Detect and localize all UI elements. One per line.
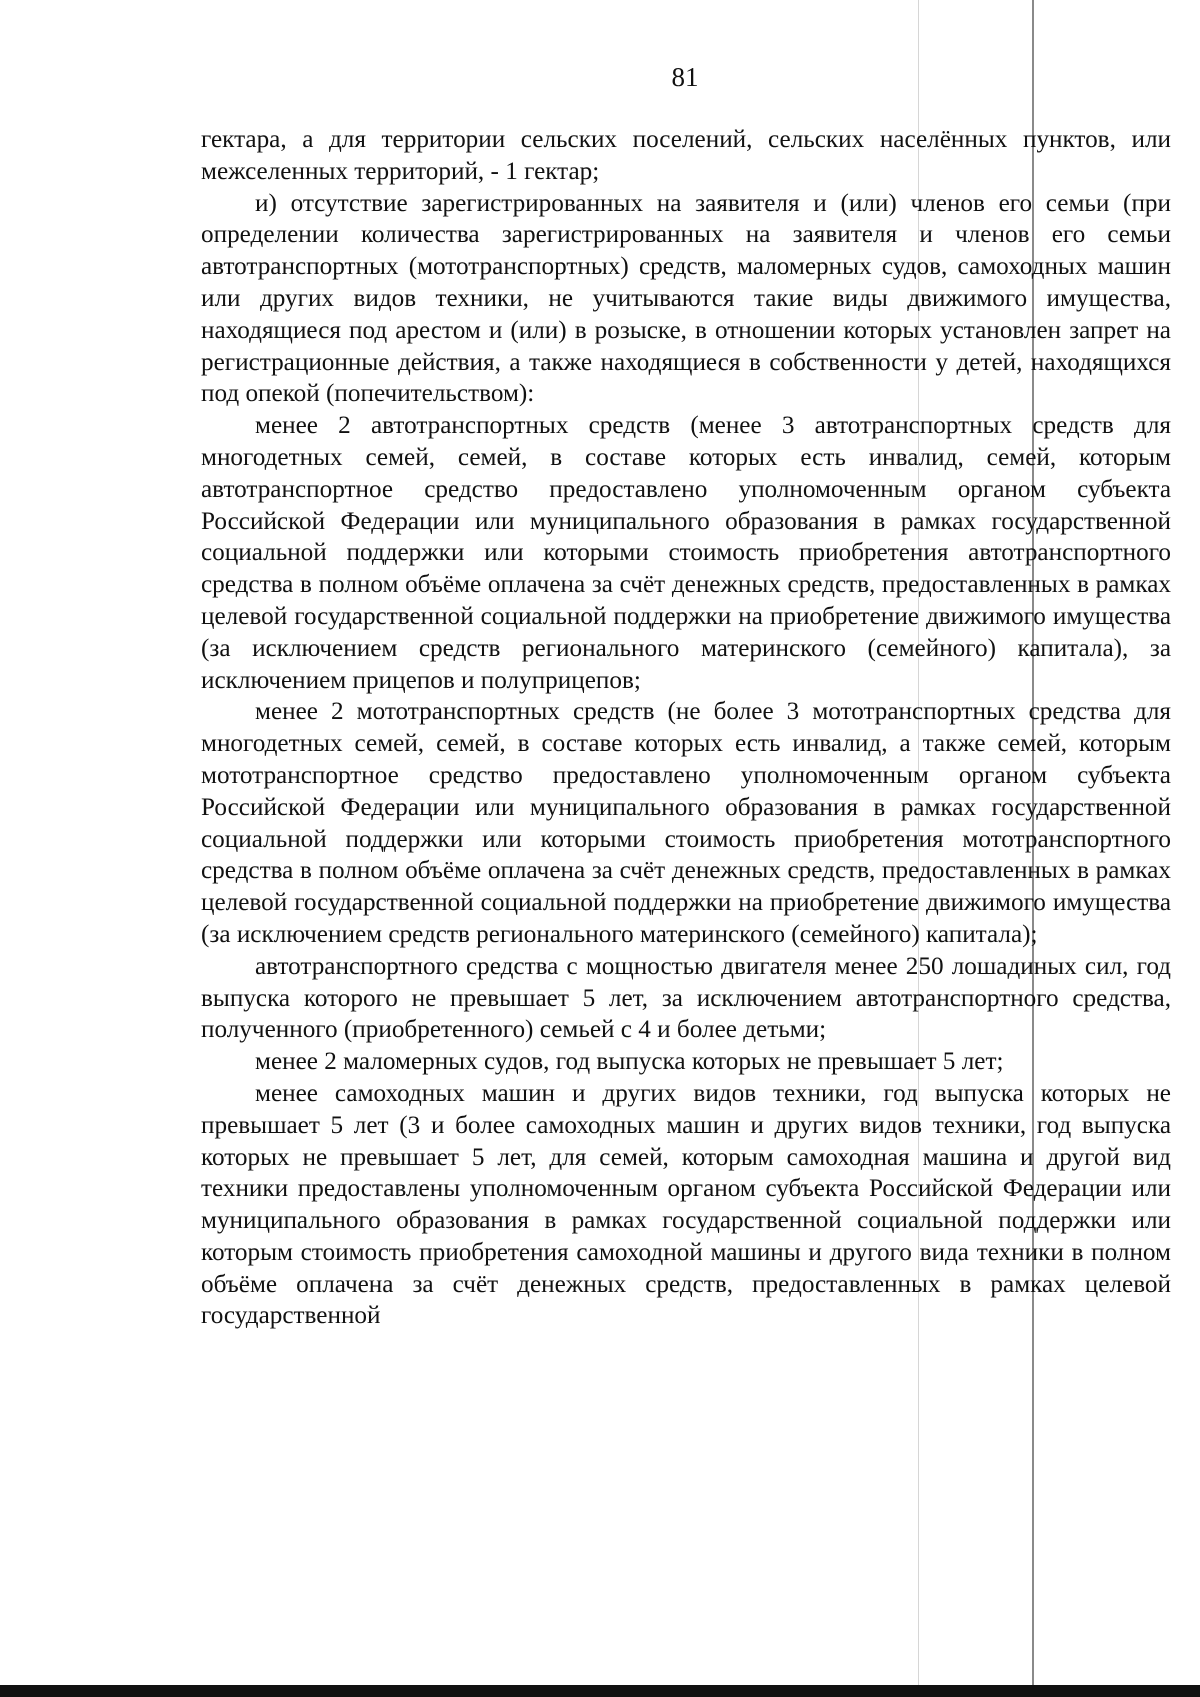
page-number: 81 (671, 62, 699, 92)
paragraph: менее самоходных машин и других видов техники, год выпуска которых не превышает 5 лет (3 и более самоходных машин и других видов техники, год выпуска которых не превышает 5 лет, для семей, которым самоходная машина и другой вид техники предоставлены уполномоченным органом субъекта Российской Федерации или муниципального образования в рамках государственной социальной поддержки или которым стоимость приобретения самоходной машины и другого вида техники в полном объёме оплачена за счёт денежных средств, предоставленных в рамках целевой государственной (201, 1079, 1171, 1330)
paragraph: менее 2 маломерных судов, год выпуска которых не превышает 5 лет; (255, 1048, 1004, 1076)
paragraph: гектара, а для территории сельских поселений, сельских населённых пунктов, или межселенных территорий, - 1 гектар; (201, 126, 1171, 185)
scan-bottom-border (0, 1685, 1200, 1697)
document-body (201, 124, 1171, 1332)
paragraph: и) отсутствие зарегистрированных на заявителя и (или) членов его семьи (при определении количества зарегистрированных на заявителя и членов его семьи автотранспортных (мототранспортных) средств, маломерных судов, самоходных машин или других видов техники, не учитываются такие виды движимого имущества, находящиеся под арестом и (или) в розыске, в отношении которых установлен запрет на регистрационные действия, а также находящиеся в собственности у детей, находящихся под опекой (попечительством): (201, 189, 1171, 408)
paragraph: менее 2 автотранспортных средств (менее 3 автотранспортных средств для многодетных семей, семей, в составе которых есть инвалид, семей, которым автотранспортное средство предоставлено уполномоченным органом субъекта Российской Федерации или муниципального образования в рамках государственной социальной поддержки или которыми стоимость приобретения автотранспортного средства в полном объёме оплачена за счёт денежных средств, предоставленных в рамках целевой государственной социальной поддержки на приобретение движимого имущества (за исключением средств регионального материнского (семейного) капитала), за исключением прицепов и полуприцепов; (201, 412, 1171, 694)
paragraph: менее 2 мототранспортных средств (не более 3 мототранспортных средства для многодетных семей, семей, в составе которых есть инвалид, а также семей, которым мототранспортное средство предоставлено уполномоченным органом субъекта Российской Федерации или муниципального образования в рамках государственной социальной поддержки или которыми стоимость приобретения мототранспортного средства в полном объёме оплачена за счёт денежных средств, предоставленных в рамках целевой государственной социальной поддержки на приобретение движимого имущества (за исключением средств регионального материнского (семейного) капитала); (201, 698, 1171, 948)
paragraph: автотранспортного средства с мощностью двигателя менее 250 лошадиных сил, год выпуска которого не превышает 5 лет, за исключением автотранспортного средства, полученного (приобретенного) семьей с 4 и более детьми; (201, 952, 1171, 1044)
